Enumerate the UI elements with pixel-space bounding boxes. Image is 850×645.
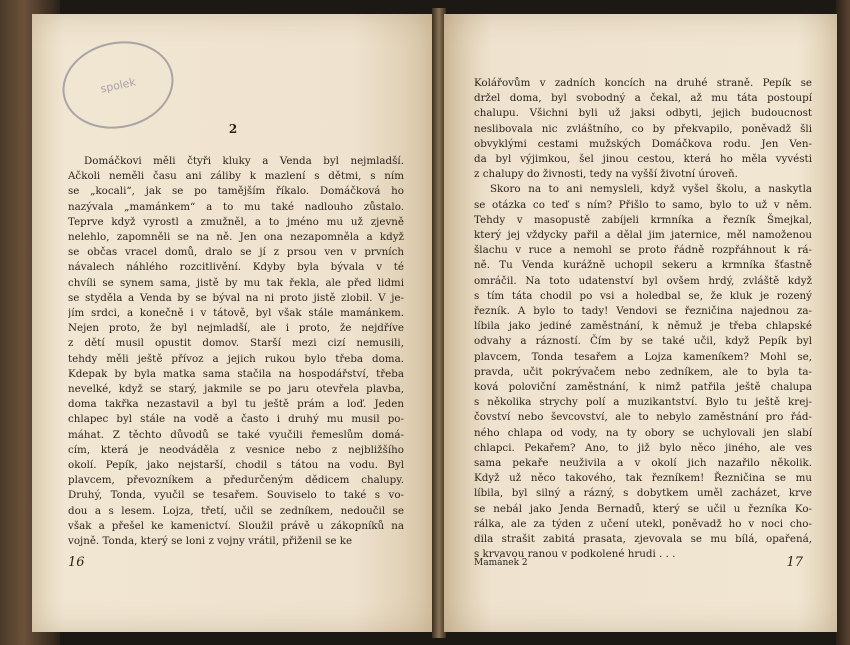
text-line: pravda, učit pokrývačem nebo zedníkem, ale to byla ta- [474, 365, 812, 378]
text-line: cím, která je neodváděla z vesnice nebo z nejbližšího [68, 443, 404, 456]
text-line: dila strašit zabitá prasata, zjevovala se mu bílá, opařená, [474, 533, 812, 546]
text-line: tehdy měli ještě přívoz a jejich rukou bylo třeba doma. [68, 352, 404, 365]
text-line: odvahy a rázností. Čím by se také učil, když Pepík byl [474, 335, 812, 348]
text-line: Skoro na to ani nemysleli, když vyšel školu, a naskytla [490, 183, 812, 196]
text-line: z chalupy do živnosti, tedy na vyšší životní úroveň. [474, 168, 738, 181]
text-line: chlapec byl stále na vodě a často i druhý mu musil po- [68, 413, 404, 426]
page-number-right: 17 [786, 555, 803, 570]
text-line: omráčil. Na toto udatenství byl ovšem hrdý, zvláště když [474, 274, 812, 287]
text-line: s několika strychy polí a muzikantství. Bylo tu ještě krej- [474, 396, 812, 409]
left-page [32, 14, 434, 632]
text-line: čovství nebo ševcovství, ale to nebylo zaměstnání pro řád- [474, 411, 812, 424]
text-line: chalupu. Všichni byli už jaksi odbyti, jejich budoucnost [474, 107, 812, 120]
text-line: okolí. Pepík, jako nejstarší, chodil s tátou na vodu. Byl [68, 459, 404, 472]
text-line: rálka, ale za týden z učení utekl, poněvadž ho v noci cho- [474, 517, 812, 530]
page-number-left: 16 [68, 555, 85, 570]
text-line: řezník. A bylo to tady! Vendovi se řezničina najednou za- [474, 305, 812, 318]
text-line: šlachu v ruce a nemohl se proto řádně rozpřáhnout k rá- [474, 244, 812, 257]
text-line: který jej vždycky pařil a dělal jim jaternice, měl namoženou [474, 229, 812, 242]
text-line: chvíli se synem sama, jistě by mu tak řekla, ale před lidmi [68, 276, 404, 289]
text-line: ková poloviční zaměstnání, k nimž patřila ještě chalupa [474, 381, 812, 394]
text-line: se otázka co teď s ním? Přišlo to samo, bylo to už v něm. [474, 198, 812, 211]
text-line: doma takřka nezastavil a byl tu ještě prám a loď. Jeden [68, 398, 404, 411]
text-line: z dětí musil opustit domov. Starší mezi cizí nemusili, [68, 337, 404, 350]
text-line: návalech náhlého rozcitlivění. Kdyby byla bývala v té [68, 261, 404, 274]
text-line: nazývala „mamánkem“ a to mu také nadlouho zůstalo. [68, 200, 404, 213]
right-page [444, 14, 837, 632]
text-line: Kolářovům v zadních koncích na druhé straně. Pepík se [474, 77, 812, 89]
text-line: Nejen proto, že byl nejmladší, ale i proto, že nejdříve [68, 322, 404, 335]
text-line: s krvavou ranou v podkolené hrudi . . . [474, 548, 676, 561]
stamp-text: spolek [99, 74, 137, 96]
text-line: neslibovala nic zvláštního, co by překvapilo, poněvadž šli [474, 122, 812, 135]
text-line: Teprve když vyrostl a zmužněl, a to jméno mu už zjevně [68, 215, 404, 228]
text-line: nevelké, když se starý, jakmile se po jaru otevřela plavba, [68, 383, 404, 396]
text-line: se styděla a Venda by se býval na ni proto jistě zlobil. V je- [68, 291, 404, 304]
text-line: se občas vracel domů, dralo se jí z prsou ven v prvních [68, 246, 404, 259]
text-line: Druhý, Tonda, vyučil se tesařem. Souviselo to také s vo- [68, 489, 404, 502]
text-line: da byl výjimkou, šel jinou cestou, která ho měla vyvésti [474, 153, 812, 166]
text-line: dou a s lesem. Lojza, třetí, učil se zedníkem, nedoučil se [68, 504, 404, 517]
text-line: Kdepak by byla matka sama stačila na hospodářství, třeba [68, 367, 404, 380]
text-line: nelehlo, zapomněli se na ně. Jen ona nezapomněla a když [68, 231, 404, 244]
text-line: jím srdci, a konečně i v tátově, byl však stále mamánkem. [68, 307, 404, 320]
text-line: ně. Tu Venda kurážně uchopil sekeru a krmníka šťastně [474, 259, 812, 272]
text-line: líbila, byl silný a rázný, s dobytkem uměl zacházet, krve [474, 487, 812, 500]
text-line: Domáčkovi měli čtyři kluky a Venda byl nejmladší. [84, 155, 404, 167]
text-line: Ačkoli neměli času ani záliby k mazlení s dětmi, s ním [68, 170, 404, 183]
text-line: plavcem, Tonda tesařem a Lojza kameníkem? Mohl se, [474, 350, 812, 363]
text-line: obvyklými cestami mužských Domáčkova rodu. Jen Ven- [474, 137, 812, 150]
text-line: sama pekaře neuživila a v okolí jich nazařilo několik. [474, 457, 812, 470]
text-line: se nebál jako Jenda Bernadů, který se učil u řezníka Ko- [474, 502, 812, 515]
text-line: chlapci. Pekařem? Ano, to již bylo něco jiného, ale ves [474, 441, 812, 454]
chapter-number: 2 [228, 122, 238, 136]
text-line: plavcem, převozníkem a předurčeným dědicem chalupy. [68, 474, 404, 487]
text-line: líbila jako jediné zaměstnání, k němuž je třeba chlapské [474, 320, 812, 333]
text-line: ného chlapa od vody, na ty obory se uchylovali jen slabí [474, 426, 812, 439]
signature-mark: Mamánek 2 [474, 558, 528, 568]
text-line: s tím táta chodil po vsi a holedbal se, že kluk je rozený [474, 289, 812, 302]
text-line: se „kocali“, jak se po tamějším říkalo. Domáčková ho [68, 185, 404, 198]
right-page-text [474, 76, 812, 563]
text-line: Když už něco takového, tak řezníkem! Řezničina se mu [474, 472, 812, 485]
text-line: máhat. Z těchto důvodů se také vyučili řemeslům domá- [68, 428, 404, 441]
left-page-text [68, 154, 404, 549]
text-line: Tehdy v masopustě zabíjeli krmníka a řezník Šmejkal, [474, 213, 812, 226]
text-line: držel doma, byl svobodný a čekal, až mu táta postoupí [474, 92, 812, 105]
book-cover-right [836, 0, 850, 645]
text-line: vojně. Tonda, který se loni z vojny vrátil, přiženil se ke [68, 535, 353, 548]
text-line: však a přešel ke kamenictví. Sloužil právě u zákopníků na [68, 519, 404, 532]
